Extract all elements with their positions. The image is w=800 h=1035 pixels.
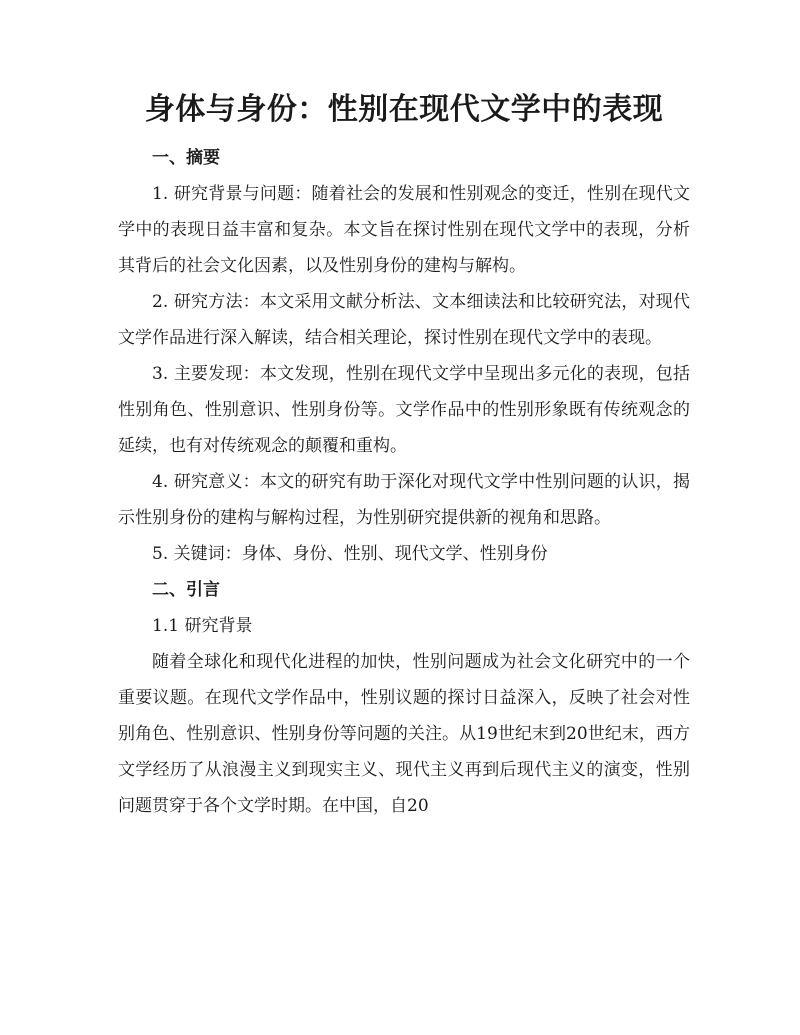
abstract-item-background: 1. 研究背景与问题：随着社会的发展和性别观念的变迁，性别在现代文学中的表现日益丰富和复杂。本文旨在探讨性别在现代文学中的表现，分析其背后的社会文化因素，以及性别身份的建构与解构。 [118,184,690,276]
document-page [118,78,690,824]
abstract-item-keywords: 5. 关键词：身体、身份、性别、现代文学、性别身份 [152,544,548,564]
section-heading-introduction: 二、引言 [152,580,220,600]
section-heading-abstract: 一、摘要 [152,148,220,168]
introduction-paragraph: 随着全球化和现代化进程的加快，性别问题成为社会文化研究中的一个重要议题。在现代文学作品中，性别议题的探讨日益深入，反映了社会对性别角色、性别意识、性别身份等问题的关注。从19世纪末到20世纪末，西方文学经历了从浪漫主义到现实主义、现代主义再到后现代主义的演变，性别问题贯穿于各个文学时期。在中国，自20 [118,652,690,816]
abstract-item-significance: 4. 研究意义：本文的研究有助于深化对现代文学中性别问题的认识，揭示性别身份的建构与解构过程，为性别研究提供新的视角和思路。 [118,472,690,528]
document-title: 身体与身份：性别在现代文学中的表现 [144,92,664,127]
abstract-item-findings: 3. 主要发现：本文发现，性别在现代文学中呈现出多元化的表现，包括性别角色、性别意识、性别身份等。文学作品中的性别形象既有传统观念的延续，也有对传统观念的颠覆和重构。 [118,364,690,456]
subsection-heading-background: 1.1 研究背景 [152,616,253,636]
abstract-item-method: 2. 研究方法：本文采用文献分析法、文本细读法和比较研究法，对现代文学作品进行深入解读，结合相关理论，探讨性别在现代文学中的表现。 [118,292,690,348]
